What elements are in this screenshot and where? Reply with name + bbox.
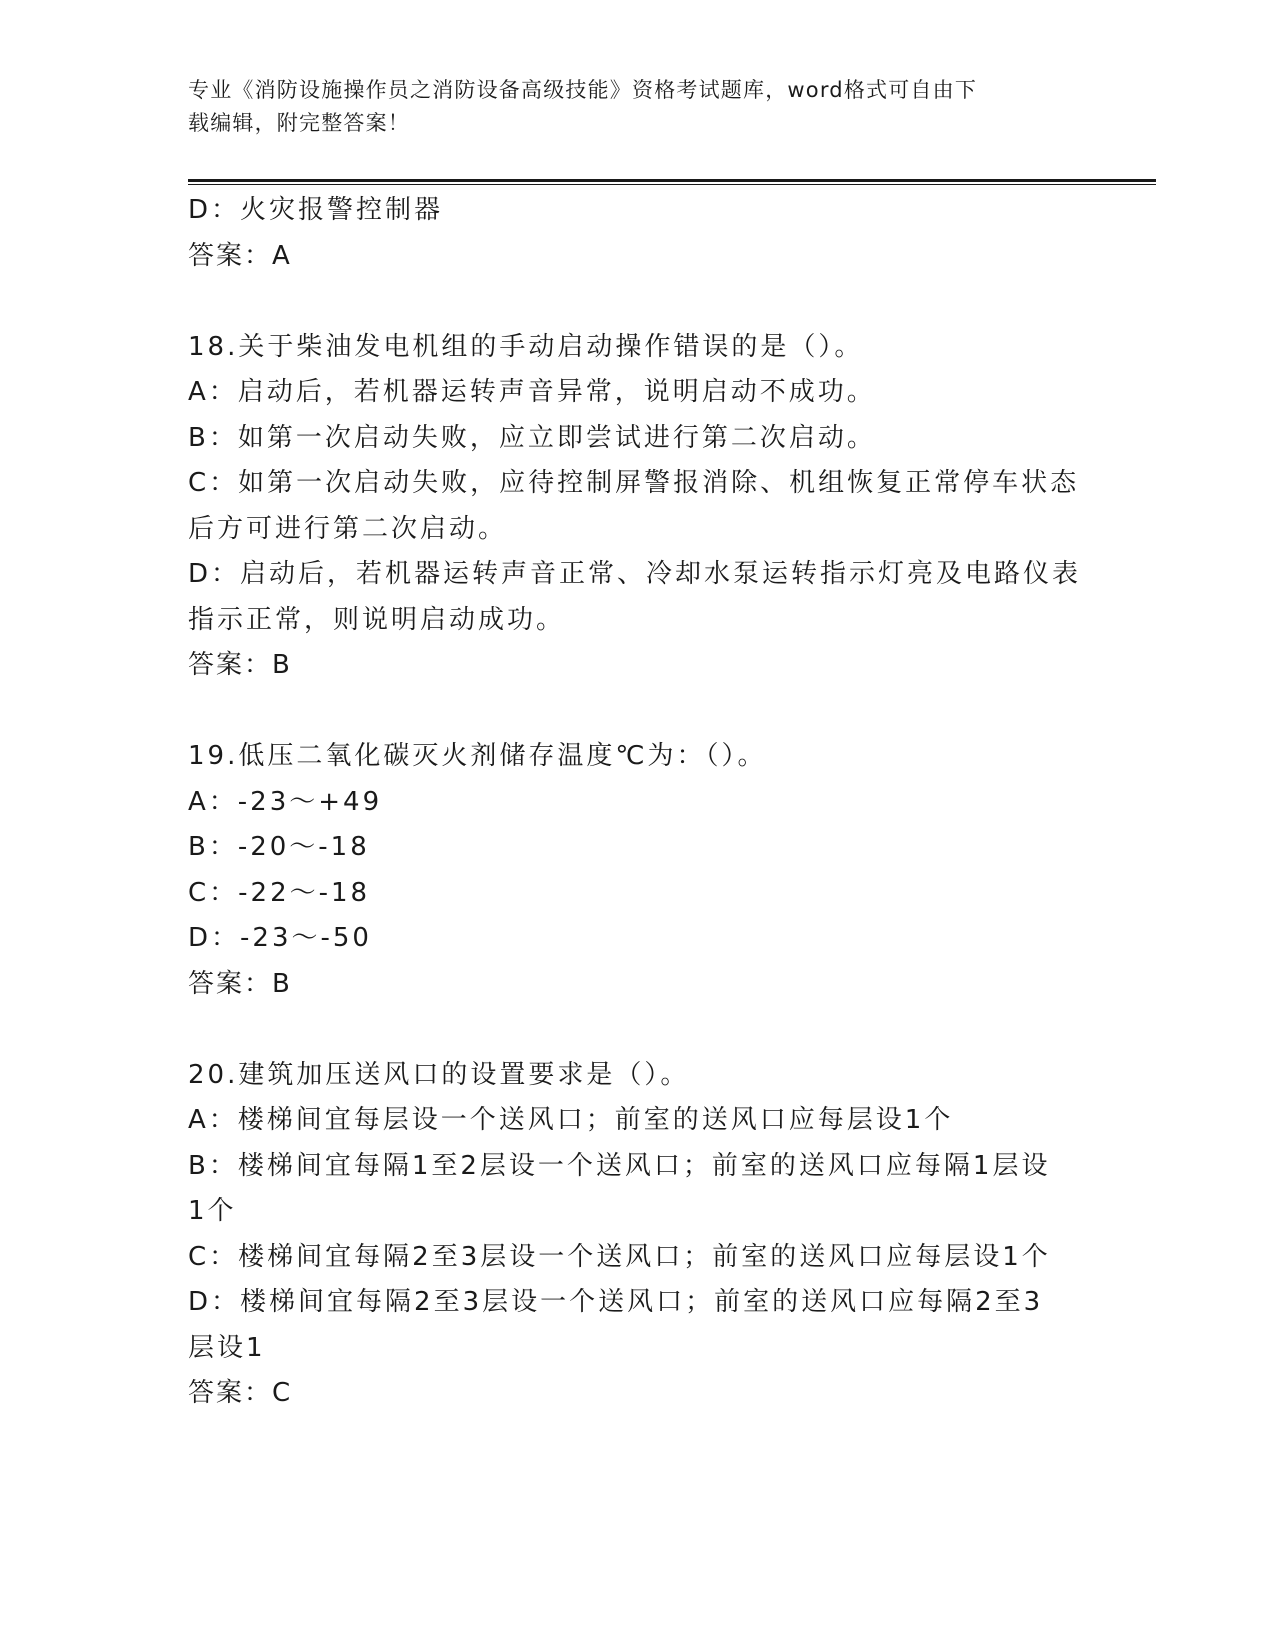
question-stem: 19.低压二氧化碳灭火剂储存温度℃为：（）。 <box>188 741 767 771</box>
option-d: D：火灾报警控制器 <box>188 195 444 225</box>
spacer <box>188 279 1088 325</box>
answer: 答案：B <box>188 968 292 999</box>
answer: 答案：A <box>188 240 292 271</box>
document-header <box>188 74 1088 140</box>
spacer <box>188 1007 1088 1053</box>
answer: 答案：B <box>188 650 292 680</box>
option-b-line-1: B：楼梯间宜每隔1至2层设一个送风口；前室的送风口应每隔1层设 <box>188 1150 1051 1181</box>
option-d: D：-23～-50 <box>188 923 372 953</box>
option-a: A：-23～+49 <box>188 786 383 817</box>
question-20 <box>188 1053 1088 1417</box>
option-c-line-2: 后方可进行第二次启动。 <box>188 513 508 544</box>
option-b: B：-20～-18 <box>188 832 370 862</box>
option-d-line-1: D：启动后，若机器运转声音正常、冷却水泵运转指示灯亮及电路仪表 <box>188 559 1082 589</box>
question-17-tail <box>188 188 1088 279</box>
option-a: A：楼梯间宜每层设一个送风口；前室的送风口应每层设1个 <box>188 1105 954 1135</box>
option-c: C：-22～-18 <box>188 877 371 908</box>
option-c-line-1: C：如第一次启动失败，应待控制屏警报消除、机组恢复正常停车状态 <box>188 468 1080 498</box>
option-b-line-2: 1个 <box>188 1196 237 1226</box>
question-stem: 20.建筑加压送风口的设置要求是（）。 <box>188 1059 690 1090</box>
header-divider-thin <box>188 184 1156 185</box>
question-content <box>188 188 1088 1417</box>
option-b: B：如第一次启动失败，应立即尝试进行第二次启动。 <box>188 422 876 453</box>
spacer <box>188 689 1088 735</box>
option-d-line-1: D：楼梯间宜每隔2至3层设一个送风口；前室的送风口应每隔2至3 <box>188 1287 1044 1317</box>
header-line-2: 载编辑，附完整答案！ <box>188 111 410 135</box>
option-a: A：启动后，若机器运转声音异常，说明启动不成功。 <box>188 377 876 407</box>
answer: 答案：C <box>188 1378 293 1408</box>
header-divider-thick <box>188 179 1156 182</box>
question-18 <box>188 325 1088 689</box>
option-c: C：楼梯间宜每隔2至3层设一个送风口；前室的送风口应每层设1个 <box>188 1241 1051 1272</box>
option-d-line-2: 指示正常，则说明启动成功。 <box>188 604 566 635</box>
question-stem: 18.关于柴油发电机组的手动启动操作错误的是（）。 <box>188 331 864 362</box>
option-d-line-2: 层设1 <box>188 1332 266 1363</box>
question-19 <box>188 734 1088 1007</box>
header-line-1: 专业《消防设施操作员之消防设备高级技能》资格考试题库，word格式可自由下 <box>188 78 978 102</box>
